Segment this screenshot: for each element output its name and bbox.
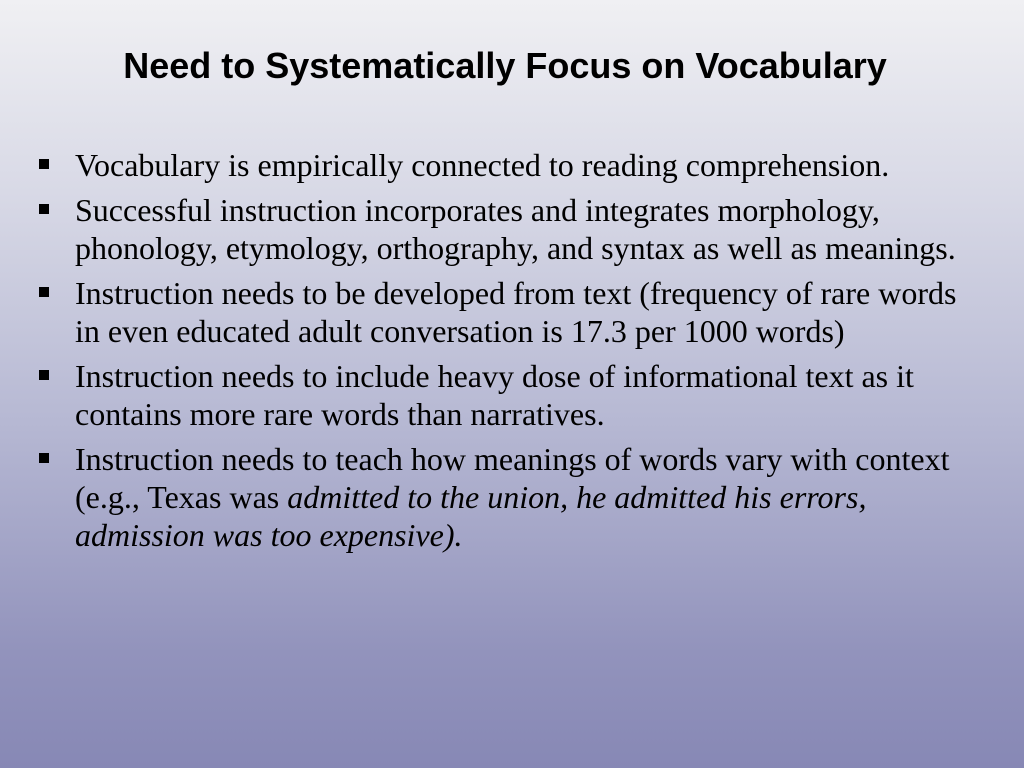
bullet-item xyxy=(39,440,979,554)
bullet-item xyxy=(39,191,979,267)
square-bullet-icon xyxy=(39,287,49,297)
bullet-item xyxy=(39,357,979,433)
bullet-item xyxy=(39,146,979,184)
square-bullet-icon xyxy=(39,453,49,463)
bullet-text: Instruction needs to be developed from text (frequency of rare words in even educated adult conversation is 17.3 per 1000 words) xyxy=(75,275,957,349)
square-bullet-icon xyxy=(39,370,49,380)
bullet-list xyxy=(39,146,979,561)
bullet-text-italic-examples: admitted to the union, he admitted his errors, admission was too expensive). xyxy=(75,479,867,553)
square-bullet-icon xyxy=(39,204,49,214)
bullet-text: Instruction needs to include heavy dose of informational text as it contains more rare words than narratives. xyxy=(75,358,914,432)
bullet-text: Vocabulary is empirically connected to reading comprehension. xyxy=(75,147,890,183)
bullet-text: Instruction needs to teach how meanings of words vary with context (e.g., Texas was xyxy=(75,441,950,515)
slide-title: Need to Systematically Focus on Vocabulary xyxy=(123,45,887,86)
bullet-item xyxy=(39,274,979,350)
bullet-text: Successful instruction incorporates and integrates morphology, phonology, etymology, orthography, and syntax as well as meanings. xyxy=(75,192,956,266)
square-bullet-icon xyxy=(39,159,49,169)
